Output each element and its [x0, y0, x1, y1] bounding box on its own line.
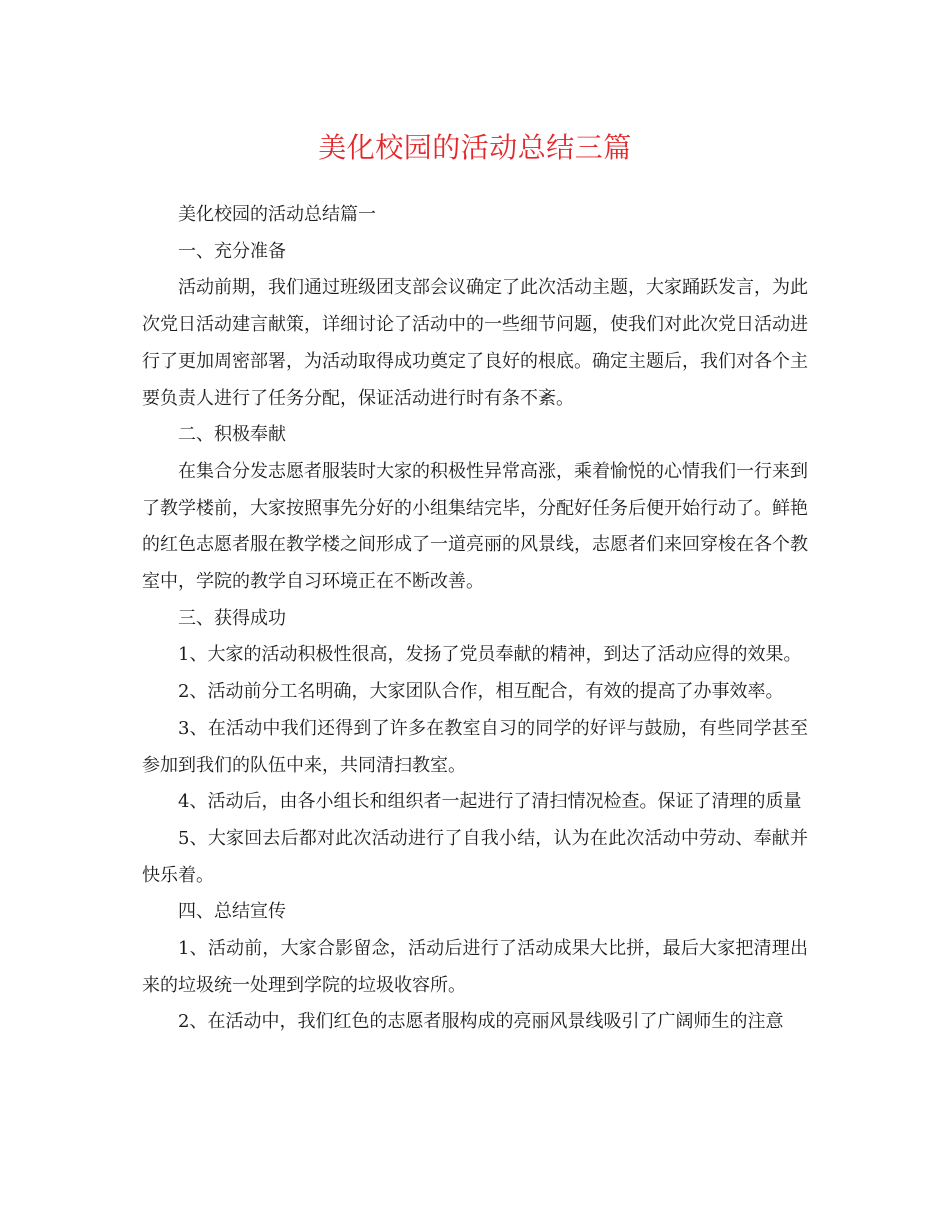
- paragraph: 在集合分发志愿者服装时大家的积极性异常高涨，乘着愉悦的心情我们一行来到了教学楼前，大家按照事先分好的小组集结完毕，分配好任务后便开始行动了。鲜艳的红色志愿者服在教学楼之间形成了一道亮丽的风景线，志愿者们来回穿梭在各个教室中，学院的教学自习环境正在不断改善。: [142, 460, 808, 593]
- list-item: 1、大家的活动积极性很高，发扬了党员奉献的精神，到达了活动应得的效果。: [178, 644, 802, 666]
- list-item: 4、活动后，由各小组长和组织者一起进行了清扫情况检查。保证了清理的质量: [178, 791, 802, 813]
- paragraph: 活动前期，我们通过班级团支部会议确定了此次活动主题，大家踊跃发言，为此次党日活动建言献策，详细讨论了活动中的一些细节问题，使我们对此次党日活动进行了更加周密部署，为活动取得成功奠定了良好的根底。确定主题后，我们对各个主要负责人进行了任务分配，保证活动进行时有条不紊。: [142, 277, 808, 409]
- document-body: [142, 197, 808, 1041]
- subheading-2: 二、积极奉献: [178, 424, 286, 446]
- document-title: 美化校园的活动总结三篇: [318, 131, 632, 164]
- list-item: 1、活动前，大家合影留念，活动后进行了活动成果大比拼，最后大家把清理出来的垃圾统一处理到学院的垃圾收容所。: [142, 938, 808, 996]
- subheading-1: 一、充分准备: [178, 240, 286, 262]
- list-item: 2、活动前分工名明确，大家团队合作，相互配合，有效的提高了办事效率。: [178, 681, 784, 703]
- section-heading: 美化校园的活动总结篇一: [178, 204, 376, 225]
- list-item: 2、在活动中，我们红色的志愿者服构成的亮丽风景线吸引了广阔师生的注意: [178, 1011, 784, 1033]
- list-item: 5、大家回去后都对此次活动进行了自我小结，认为在此次活动中劳动、奉献并快乐着。: [142, 827, 808, 886]
- list-item: 3、在活动中我们还得到了许多在教室自习的同学的好评与鼓励，有些同学甚至参加到我们的队伍中来，共同清扫教室。: [142, 717, 808, 776]
- subheading-3: 三、获得成功: [178, 607, 286, 629]
- subheading-4: 四、总结宣传: [178, 901, 286, 923]
